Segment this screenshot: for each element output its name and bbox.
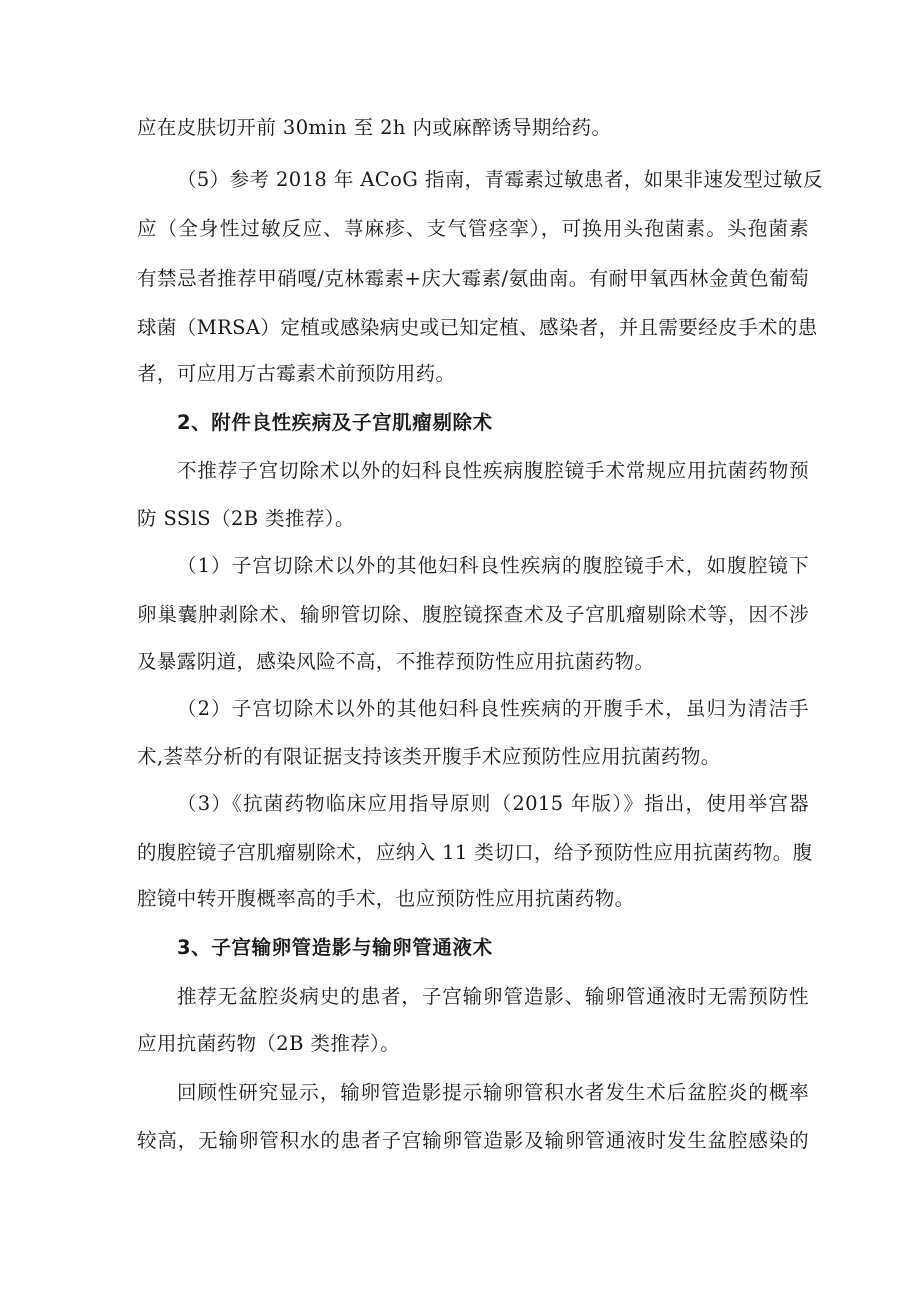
para-line-10: （1）子宫切除术以外的其他妇科良性疾病的腹腔镜手术，如腹腔镜下	[177, 554, 809, 577]
para-line-13: （2）子宫切除术以外的其他妇科良性疾病的开腹手术，虽归为清洁手	[177, 697, 809, 720]
para-line-2: （5）参考 2018 年 ACoG 指南，青霉素过敏患者，如果非速发型过敏反	[177, 168, 823, 191]
para-line-20: 应用抗菌药物（2B 类推荐）。	[137, 1032, 401, 1055]
para-line-8: 不推荐子宫切除术以外的妇科良性疾病腹腔镜手术常规应用抗菌药物预	[177, 459, 809, 482]
para-line-22: 较高，无输卵管积水的患者子宫输卵管造影及输卵管通液时发生盆腔感染的	[137, 1129, 809, 1152]
para-line-12: 及暴露阴道，感染风险不高，不推荐预防性应用抗菌药物。	[137, 650, 655, 673]
para-line-19: 推荐无盆腔炎病史的患者，子宫输卵管造影、输卵管通液时无需预防性	[177, 985, 809, 1008]
para-line-17: 腔镜中转开腹概率高的手术，也应预防性应用抗菌药物。	[137, 887, 635, 910]
para-line-15: （3）《抗菌药物临床应用指导原则（2015 年版）》指出，使用举宫器	[177, 792, 809, 815]
para-line-16: 的腹腔镜子宫肌瘤剔除术，应纳入 11 类切口，给予预防性应用抗菌药物。腹	[137, 841, 813, 864]
para-line-11: 卵巢囊肿剥除术、输卵管切除、腹腔镜探查术及子宫肌瘤剔除术等，因不涉	[137, 603, 809, 626]
section-heading-2: 2、附件良性疾病及子宫肌瘤剔除术	[177, 411, 493, 434]
para-line-21: 回顾性研究显示，输卵管造影提示输卵管积水者发生术后盆腔炎的概率	[177, 1081, 809, 1104]
section-heading-3: 3、子宫输卵管造影与输卵管通液术	[177, 936, 493, 959]
para-line-4: 有禁忌者推荐甲硝嘎/克林霉素+庆大霉素/氨曲南。有耐甲氧西林金黄色葡萄	[137, 267, 809, 290]
para-line-3: 应（全身性过敏反应、荨麻疹、支气管痉挛），可换用头孢菌素。头孢菌素	[137, 217, 809, 240]
para-line-6: 者，可应用万古霉素术前预防用药。	[137, 362, 456, 385]
para-line-9: 防 SSlS（2B 类推荐）。	[137, 507, 355, 530]
para-line-1: 应在皮肤切开前 30min 至 2h 内或麻醉诱导期给药。	[137, 116, 612, 139]
para-line-14: 术,荟萃分析的有限证据支持该类开腹手术应预防性应用抗菌药物。	[137, 745, 721, 768]
para-line-5: 球菌（MRSA）定植或感染病史或已知定植、感染者，并且需要经皮手术的患	[137, 316, 818, 339]
